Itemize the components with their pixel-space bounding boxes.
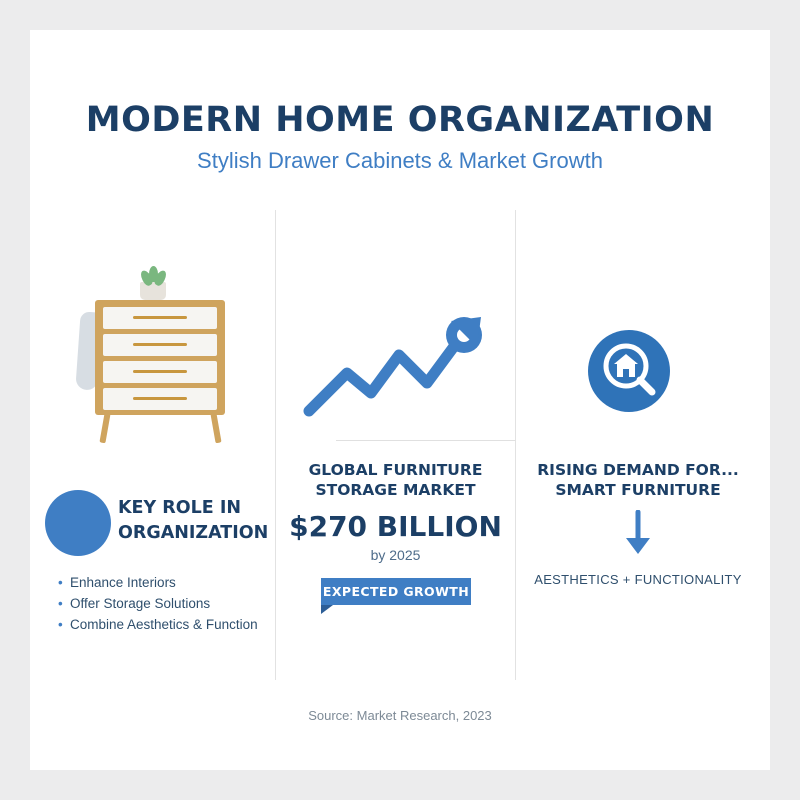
- cabinet-drawer: [103, 388, 217, 410]
- ribbon-fold: [321, 605, 333, 614]
- cabinet-drawer: [103, 334, 217, 356]
- down-arrow-icon: [618, 510, 658, 556]
- cabinet-body: [95, 300, 225, 415]
- column-middle: [276, 210, 515, 680]
- cabinet-leg: [210, 413, 221, 444]
- middle-rule: [336, 440, 516, 441]
- column-right: [516, 210, 760, 680]
- left-heading-block: [40, 488, 275, 558]
- drawer-handle: [133, 343, 187, 346]
- market-value: $270 BILLION: [289, 510, 502, 543]
- page-title: MODERN HOME ORGANIZATION: [85, 100, 715, 140]
- house-magnifier-icon: [588, 330, 670, 412]
- drawer-handle: [133, 316, 187, 319]
- drawer-cabinet-illustration: [70, 270, 250, 450]
- down-arrow-svg: [618, 510, 658, 556]
- plant-leaves-icon: [140, 266, 166, 284]
- list-item: • Offer Storage Solutions: [58, 593, 273, 614]
- left-heading: KEY ROLE IN ORGANIZATION: [118, 498, 269, 543]
- plant-pot-shape: [140, 282, 166, 300]
- drawer-handle: [133, 370, 187, 373]
- list-item: • Enhance Interiors: [58, 572, 273, 593]
- upward-trend-arrow-chart: [301, 315, 491, 420]
- source-note: Source: Market Research, 2023: [308, 708, 492, 723]
- drawer-handle: [133, 397, 187, 400]
- market-value-note: by 2025: [370, 547, 421, 563]
- left-bullet-list: [58, 572, 273, 635]
- accent-circle: [45, 490, 111, 556]
- page-subtitle: Stylish Drawer Cabinets & Market Growth: [197, 148, 603, 173]
- list-item: • Combine Aesthetics & Function: [58, 614, 273, 635]
- cabinet-leg: [99, 413, 110, 444]
- trend-line-svg: [301, 315, 491, 420]
- infographic-canvas: [30, 30, 770, 770]
- right-subtext: AESTHETICS + FUNCTIONALITY: [534, 572, 742, 587]
- cabinet-drawer: [103, 307, 217, 329]
- cabinet-drawer: [103, 361, 217, 383]
- column-left: [40, 210, 275, 680]
- house-magnifier-svg: [588, 330, 670, 412]
- status-badge: EXPECTED GROWTH: [321, 578, 471, 605]
- right-heading: RISING DEMAND FOR... SMART FURNITURE: [537, 461, 739, 499]
- middle-heading: GLOBAL FURNITURE STORAGE MARKET: [308, 461, 483, 499]
